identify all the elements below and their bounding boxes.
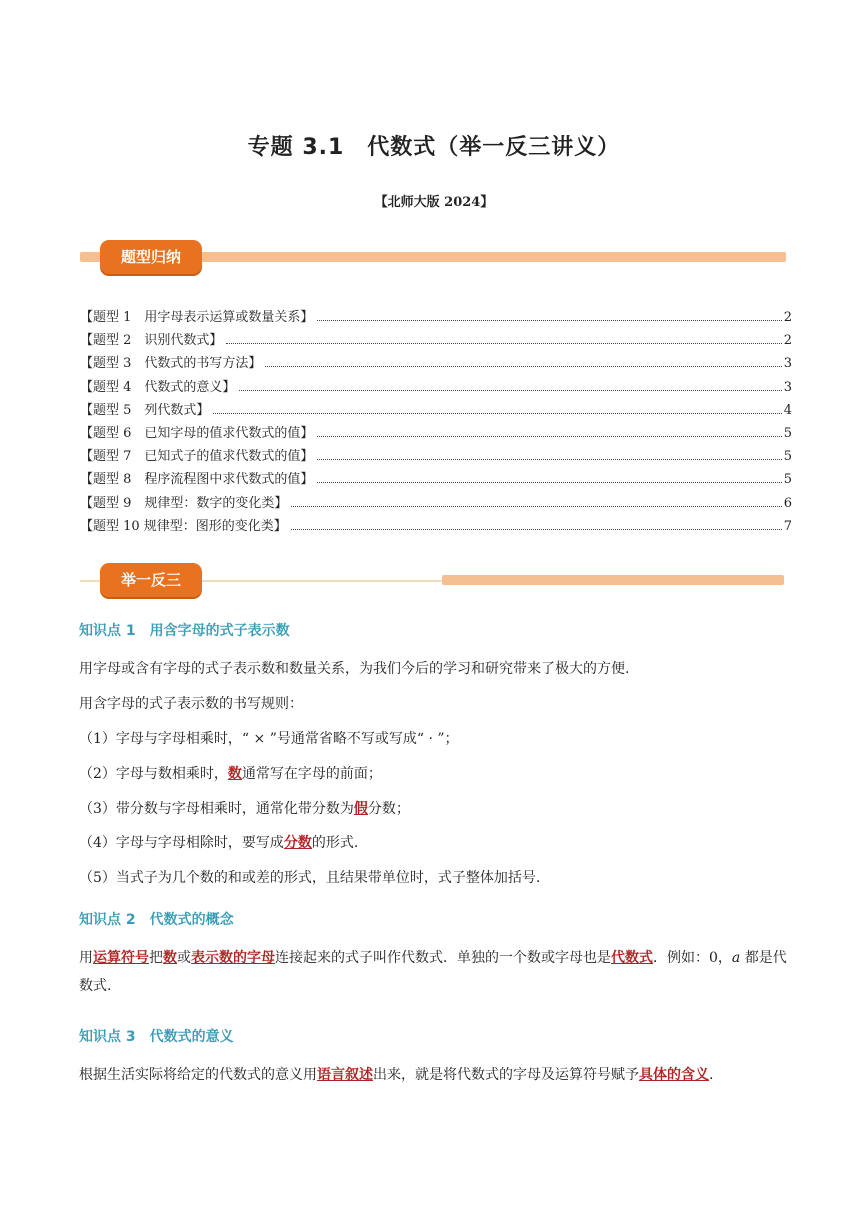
toc-item[interactable]	[80, 422, 792, 445]
highlight-term: 数	[227, 766, 242, 782]
toc-label: 【题型 7 已知式子的值求代数式的值】	[80, 449, 314, 465]
toc-label: 【题型 9 规律型：数字的变化类】	[80, 495, 288, 511]
kp1-rule-5: （5）当式子为几个数的和或差的形式，且结果带单位时，式子整体加括号.	[79, 870, 541, 886]
highlight-term: 语言叙述	[317, 1067, 373, 1083]
highlight-term: 运算符号	[93, 950, 149, 966]
highlight-term: 具体的含义	[639, 1067, 709, 1083]
kp3-definition	[79, 1061, 789, 1089]
text-run: 用	[79, 950, 93, 966]
kp1-rules-title: 用含字母的式子表示数的书写规则：	[79, 696, 303, 712]
toc-leader	[317, 435, 781, 437]
highlight-term: 分数	[283, 835, 312, 851]
toc-page: 2	[783, 310, 792, 325]
toc-page: 2	[783, 333, 792, 349]
kp1-rule-2	[79, 760, 789, 788]
kp2-definition	[79, 944, 789, 1000]
toc-label: 【题型 2 识别代数式】	[80, 333, 223, 349]
text-run: .	[709, 1067, 714, 1083]
toc-page: 5	[783, 449, 792, 465]
toc-label: 【题型 8 程序流程图中求代数式的值】	[80, 472, 314, 488]
toc-item[interactable]	[80, 376, 792, 399]
text-run: 的形式.	[311, 835, 359, 851]
page-title: 专题 3.1 代数式（举一反三讲义）	[247, 135, 621, 160]
toc-page: 7	[783, 518, 792, 534]
toc-label: 【题型 5 列代数式】	[80, 402, 210, 418]
kp1-rule-3	[79, 795, 789, 823]
text-run: 出来，就是将代数式的字母及运算符号赋予	[373, 1067, 639, 1083]
text-run: （3）带分数与字母相乘时，通常化带分数为	[79, 801, 354, 817]
toc-leader	[317, 481, 781, 483]
toc-leader	[213, 412, 781, 414]
toc-page: 3	[783, 379, 792, 395]
page-subtitle: 【北师大版 2024】	[374, 195, 494, 210]
toc-label: 【题型 10 规律型：图形的变化类】	[80, 518, 287, 534]
section-banner-examples	[80, 563, 784, 597]
text-run: 都是代数式.	[79, 950, 787, 994]
text-run: 或	[177, 950, 191, 966]
toc-page: 3	[783, 356, 792, 372]
toc-page: 4	[783, 402, 792, 418]
text-run: 通常写在字母的前面；	[241, 766, 382, 782]
toc-leader	[291, 505, 781, 507]
toc-label: 【题型 1 用字母表示运算或数量关系】	[80, 310, 314, 325]
toc-item[interactable]	[80, 399, 792, 422]
toc-leader	[291, 528, 782, 530]
variable: a	[731, 950, 741, 966]
knowledge-point-2-heading: 知识点 2 代数式的概念	[79, 912, 234, 928]
toc-leader	[317, 458, 781, 460]
knowledge-point-1-heading: 知识点 1 用含字母的式子表示数	[79, 623, 290, 639]
toc-item[interactable]	[80, 492, 792, 515]
text-run: ．例如：0，	[653, 950, 732, 966]
text-run: 根据生活实际将给定的代数式的意义用	[79, 1067, 317, 1083]
toc-item[interactable]	[80, 306, 792, 329]
highlight-term: 假	[353, 801, 368, 817]
text-run: 把	[149, 950, 163, 966]
text-run: 分数；	[367, 801, 410, 817]
knowledge-point-3-heading: 知识点 3 代数式的意义	[79, 1029, 234, 1045]
banner-tag: 举一反三	[100, 563, 202, 597]
text-run: 连接起来的式子叫作代数式．单独的一个数或字母也是	[275, 950, 611, 966]
toc-item[interactable]	[80, 352, 792, 375]
toc-item[interactable]	[80, 329, 792, 352]
banner-tag: 题型归纳	[100, 240, 202, 274]
banner-bar	[442, 575, 784, 585]
toc-leader	[265, 365, 781, 367]
toc-label: 【题型 4 代数式的意义】	[80, 379, 236, 395]
text-run: （4）字母与字母相除时，要写成	[79, 835, 284, 851]
toc-page: 5	[783, 472, 792, 488]
kp1-rule-1: （1）字母与字母相乘时，“ × ”号通常省略不写或写成“ · ”；	[79, 731, 459, 747]
toc-page: 5	[783, 425, 792, 441]
table-of-contents	[80, 306, 792, 538]
highlight-term: 数	[163, 950, 177, 966]
kp1-intro: 用字母或含有字母的式子表示数和数量关系，为我们今后的学习和研究带来了极大的方便.	[79, 661, 630, 677]
toc-item[interactable]	[80, 515, 792, 538]
toc-page: 6	[783, 495, 792, 511]
highlight-term: 表示数的字母	[191, 950, 275, 966]
toc-leader	[239, 389, 781, 391]
toc-item[interactable]	[80, 468, 792, 491]
highlight-term: 代数式	[611, 950, 653, 966]
toc-item[interactable]	[80, 445, 792, 468]
kp1-rule-4	[79, 829, 789, 857]
section-banner-question-types	[80, 240, 786, 274]
toc-leader	[317, 319, 781, 321]
toc-label: 【题型 3 代数式的书写方法】	[80, 356, 262, 372]
toc-leader	[226, 342, 781, 344]
toc-label: 【题型 6 已知字母的值求代数式的值】	[80, 425, 314, 441]
text-run: （2）字母与数相乘时，	[79, 766, 228, 782]
